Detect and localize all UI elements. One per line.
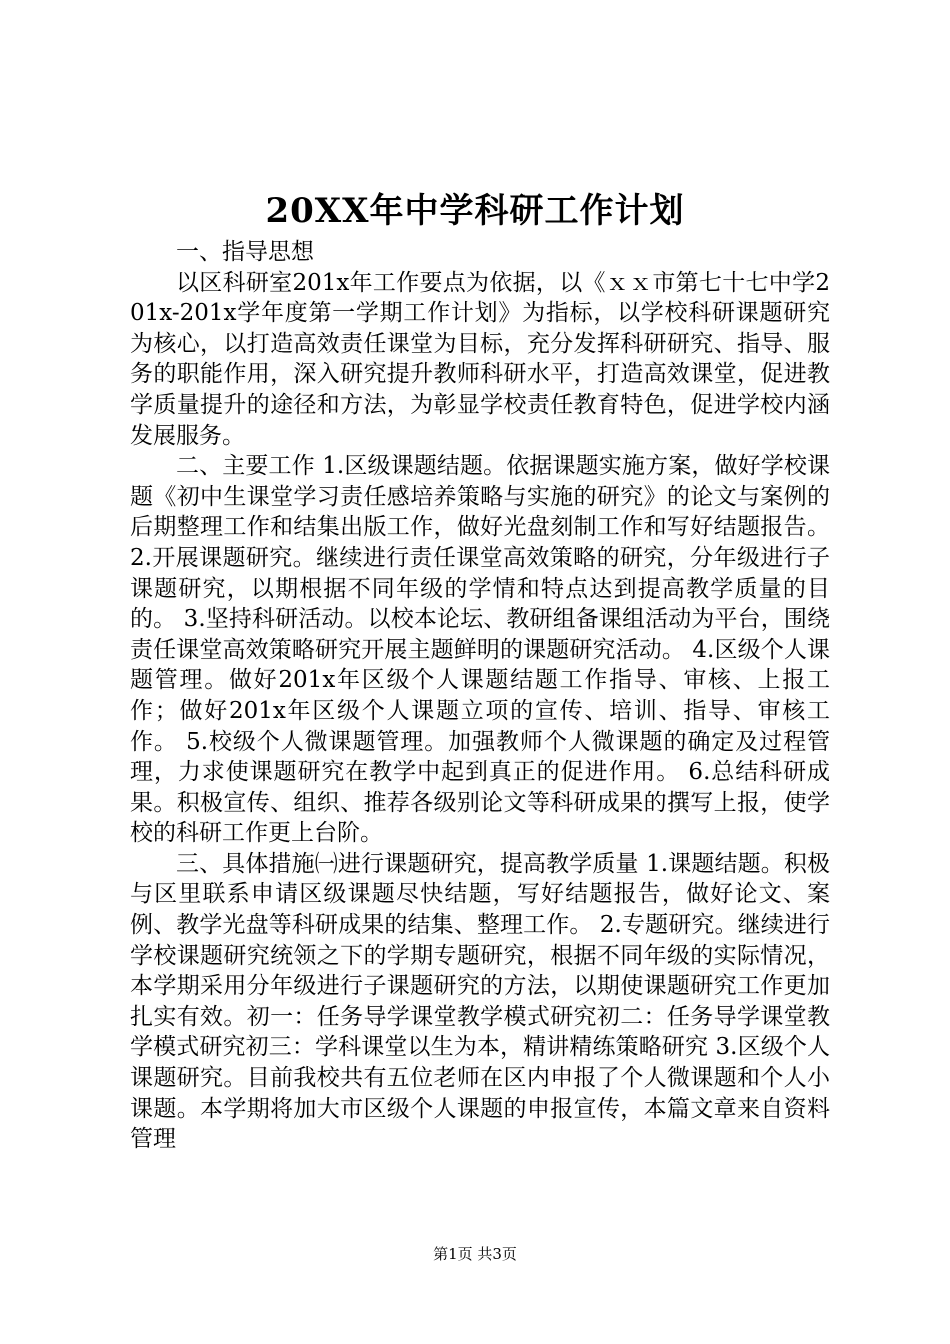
paragraph-specific-measures: 三、具体措施㈠进行课题研究，提高教学质量 1.课题结题。积极与区里联系申请区级课题尽快结题，写好结题报告，做好论文、案例、教学光盘等科研成果的结集、整理工作。 2.专题研究。继续进行学校课题研究统领之下的学期专题研究，根据不同年级的实际情况，本学期采用分年级进行子课题研究的方法，以期使课题研究工作更加扎实有效。初一：任务导学课堂教学模式研究初二：任务导学课堂教学模式研究初三：学科课堂以生为本，精讲精练策略研究 3.区级个人课题研究。目前我校共有五位老师在区内申报了个人微课题和个人小课题。本学期将加大市区级个人课题的申报宣传，本篇文章来自资料管理 bbox=[130, 850, 830, 1153]
section-heading-guiding-thought: 一、指导思想 bbox=[176, 239, 314, 265]
document-body bbox=[130, 237, 830, 1155]
paragraph-main-work: 二、主要工作 1.区级课题结题。依据课题实施方案，做好学校课题《初中生课堂学习责任感培养策略与实施的研究》的论文与案例的后期整理工作和结集出版工作，做好光盘刻制工作和写好结题报告。 2.开展课题研究。继续进行责任课堂高效策略的研究，分年级进行子课题研究，以期根据不同年级的学情和特点达到提高教学质量的目的。 3.坚持科研活动。以校本论坛、教研组备课组活动为平台，围绕责任课堂高效策略研究开展主题鲜明的课题研究活动。 4.区级个人课题管理。做好201x年区级个人课题结题工作指导、审核、上报工作；做好201x年区级个人课题立项的宣传、培训、指导、审核工作。 5.校级个人微课题管理。加强教师个人微课题的确定及过程管理，力求使课题研究在教学中起到真正的促进作用。 6.总结科研成果。积极宣传、组织、推荐各级别论文等科研成果的撰写上报，使学校的科研工作更上台阶。 bbox=[130, 453, 830, 847]
page-number-footer: 第1页 共3页 bbox=[433, 1245, 517, 1263]
document-title: 20XX年中学科研工作计划 bbox=[265, 191, 685, 231]
paragraph-guiding-thought: 以区科研室201x年工作要点为依据，以《ｘｘ市第七十七中学201x-201x学年度第一学期工作计划》为指标，以学校科研课题研究为核心，以打造高效责任课堂为目标，充分发挥科研研究、指导、服务的职能作用，深入研究提升教师科研水平，打造高效课堂，促进教学质量提升的途径和方法，为彰显学校责任教育特色，促进学校内涵发展服务。 bbox=[130, 269, 830, 449]
